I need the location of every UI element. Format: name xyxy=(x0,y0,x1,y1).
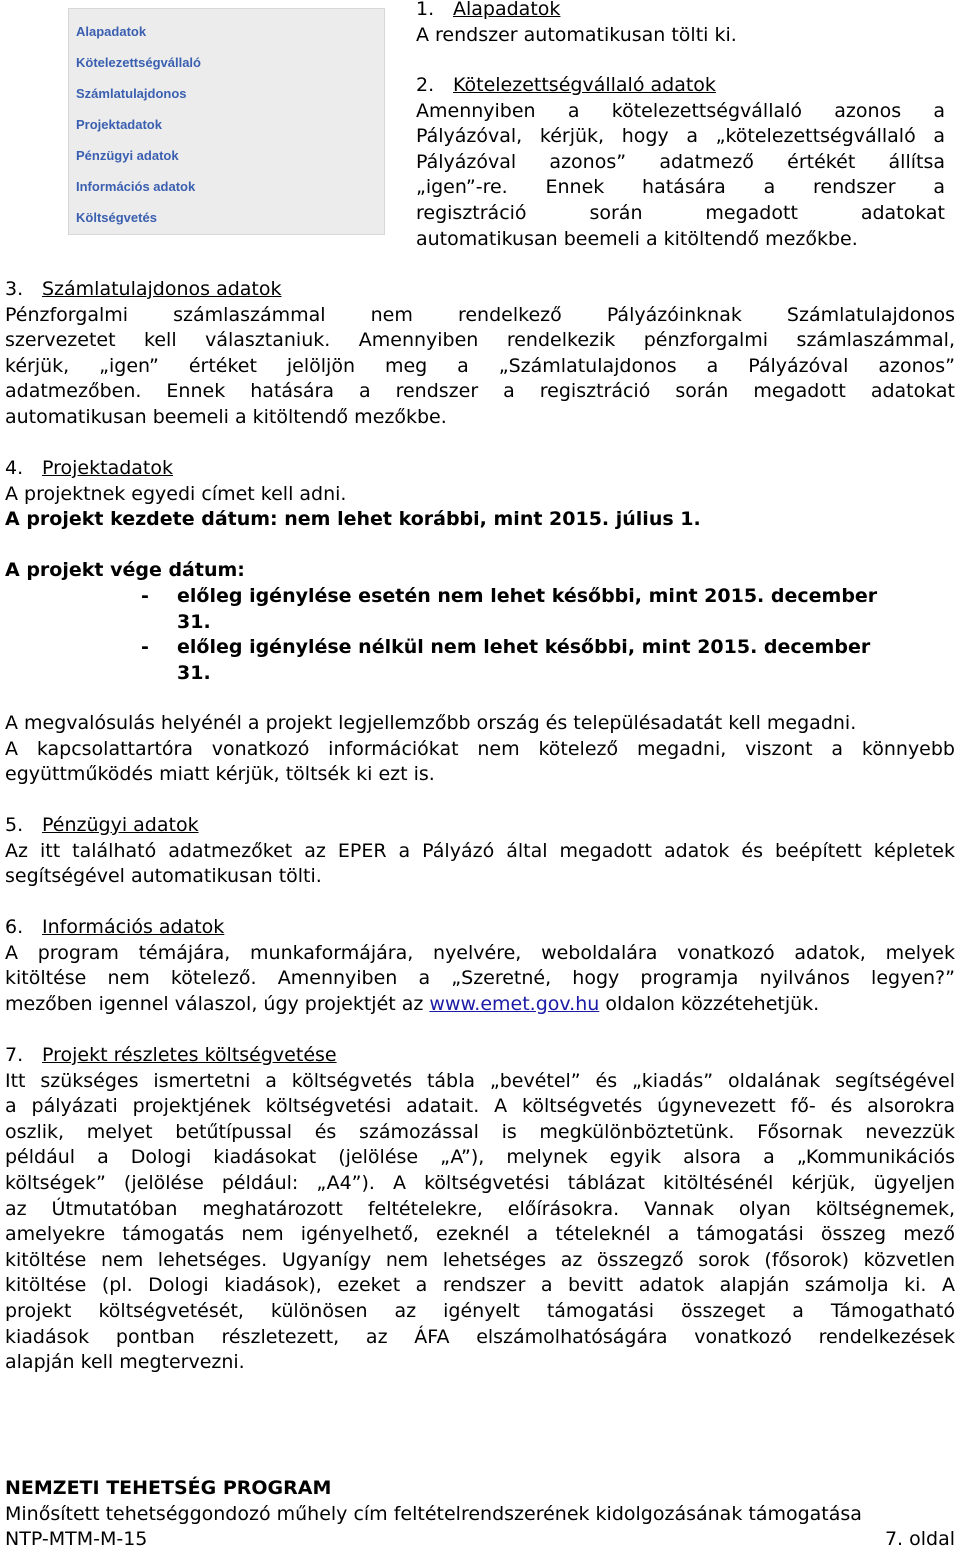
section-4-paragraph xyxy=(5,711,955,788)
paragraph-line: adatmezőben. Ennek hatására a rendszer a regisztráció során megadott adatokat xyxy=(5,380,955,403)
paragraph-line: az Útmutatóban meghatározott feltételekre, előírásokra. Vannak olyan költségnemek, xyxy=(5,1197,955,1220)
paragraph-line: amelyekre támogatás nem igényelhető, ezeknél a tételeknél a támogatási összeg mező xyxy=(5,1223,955,1246)
section-1 xyxy=(416,0,946,48)
section-number: 4. xyxy=(5,457,24,479)
section-3-heading xyxy=(5,277,955,303)
paragraph-line: alapján kell megtervezni. xyxy=(5,1351,245,1374)
section-title: Számlatulajdonos adatok xyxy=(42,278,282,300)
paragraph-line: kitöltése nem lehetséges. Ugyanígy nem lehetséges az összegző sorok (fősorok) közvetlen xyxy=(5,1248,955,1271)
nav-item-alapadatok: Alapadatok xyxy=(76,24,147,39)
page-number: 7. oldal xyxy=(884,1528,955,1551)
section-number: 7. xyxy=(5,1044,24,1066)
text-fragment: oldalon közzétehetjük. xyxy=(599,992,820,1015)
section-5-heading xyxy=(5,813,955,839)
section-1-heading xyxy=(416,0,946,23)
form-navigation-panel xyxy=(68,8,385,235)
bullet-dash: - xyxy=(141,585,149,607)
section-3 xyxy=(5,277,955,431)
section-title: Kötelezettségvállaló adatok xyxy=(453,74,716,96)
footer-bottom-row xyxy=(5,1527,955,1553)
paragraph-line: Itt szükséges ismertetni a költségvetés tábla „bevétel” és „kiadás” oldalának segítségével xyxy=(5,1069,955,1092)
section-5 xyxy=(5,813,955,890)
bullet-line: 31. xyxy=(177,661,211,684)
bullet-text xyxy=(177,584,957,635)
section-title: Projekt részletes költségvetése xyxy=(42,1044,337,1066)
paragraph-line: kérjük, „igen” értéket jelöljön meg a „Számlatulajdonos a Pályázóval azonos” xyxy=(5,354,955,377)
nav-item-kotelezettsegvallalo: Kötelezettségvállaló xyxy=(76,55,201,70)
nav-item-projektadatok: Projektadatok xyxy=(76,117,162,132)
paragraph-line: Pénzforgalmi számlaszámmal nem rendelkező Pályázóinknak Számlatulajdonos xyxy=(5,303,955,326)
footer-subtitle: Minősített tehetséggondozó műhely cím feltételrendszerének kidolgozásának támogatása xyxy=(5,1502,862,1525)
footer-program-name: NEMZETI TEHETSÉG PROGRAM xyxy=(5,1477,332,1499)
bullet-line: 31. xyxy=(177,610,211,633)
section-title: Projektadatok xyxy=(42,457,173,479)
section-number: 3. xyxy=(5,278,24,300)
section-number: 1. xyxy=(416,0,435,20)
paragraph-line: A program témájára, munkaformájára, nyelvére, weboldalára vonatkozó adatok, melyek xyxy=(5,941,955,964)
section-4-heading xyxy=(5,456,955,482)
paragraph-line: szervezetet kell választaniuk. Amennyiben rendelkezik pénzforgalmi számlaszámmal, xyxy=(5,329,955,352)
section-7-heading xyxy=(5,1043,955,1069)
section-4 xyxy=(5,456,955,533)
text-fragment: mezőben igennel válaszol, úgy projektjét az xyxy=(5,992,430,1015)
paragraph-line: A megvalósulás helyénél a projekt legjellemzőbb ország és településadatát kell megadni. xyxy=(5,712,857,734)
paragraph-line: A kapcsolattartóra vonatkozó információkat nem kötelező megadni, viszont a könnyebb xyxy=(5,737,955,760)
nav-item-koltsegvetes: Költségvetés xyxy=(76,210,157,225)
bullet-line: előleg igénylése esetén nem lehet későbbi, mint 2015. december xyxy=(177,585,878,607)
bullet-line: előleg igénylése nélkül nem lehet későbbi, mint 2015. december xyxy=(177,636,871,658)
paragraph-line: kitöltése nem kötelező. Amennyiben a „Szeretné, hogy programja nyilvános legyen?” xyxy=(5,967,955,990)
paragraph-line: oszlik, melyet betűtípussal és számozással is megkülönböztetünk. Fősornak nevezzük xyxy=(5,1120,955,1143)
nav-item-informacios-adatok: Információs adatok xyxy=(76,179,196,194)
section-2 xyxy=(416,73,945,252)
section-number: 2. xyxy=(416,74,435,96)
section-1-text: A rendszer automatikusan tölti ki. xyxy=(416,23,737,46)
paragraph-line: automatikusan beemeli a kitöltendő mezőkbe. xyxy=(5,405,447,428)
paragraph-line: Amennyiben a kötelezettségvállaló azonos a xyxy=(416,99,945,122)
paragraph-line: A projektnek egyedi címet kell adni. xyxy=(5,482,347,505)
paragraph-line: „igen”-re. Ennek hatására a rendszer a xyxy=(416,176,945,199)
bullet-dash: - xyxy=(141,636,149,658)
bullet-text xyxy=(177,635,957,686)
project-start-date-rule: A projekt kezdete dátum: nem lehet korábbi, mint 2015. július 1. xyxy=(5,508,701,531)
paragraph-line: segítségével automatikusan tölti. xyxy=(5,865,322,888)
end-date-bullet xyxy=(0,584,960,636)
paragraph-line: projekt költségvetését, különösen az igényelt támogatási összeget a Támogatható xyxy=(5,1299,955,1322)
paragraph-line: kitöltése (pl. Dologi kiadások), ezeket a rendszer a bevitt adatok alapján számolja ki. A xyxy=(5,1274,955,1297)
paragraph-line: Pályázóval, kérjük, hogy a „kötelezettségvállaló a xyxy=(416,125,945,148)
footer-code: NTP-MTM-M-15 xyxy=(5,1528,148,1551)
nav-list xyxy=(69,21,384,238)
paragraph-line: például a Dologi kiadásokat (jelölése „A”), melynek egyik alsora a „Kommunikációs xyxy=(5,1146,955,1169)
page-footer xyxy=(5,1476,955,1553)
nav-item-szamlatulajdonos: Számlatulajdonos xyxy=(76,86,187,101)
section-7 xyxy=(5,1043,955,1376)
section-6-heading xyxy=(5,915,955,941)
section-number: 6. xyxy=(5,916,24,938)
nav-item-penzugyi-adatok: Pénzügyi adatok xyxy=(76,148,179,163)
paragraph-line: a pályázati projektjének költségvetési adatait. A költségvetés úgynevezett fő- és alsorokra xyxy=(5,1095,955,1118)
paragraph-line: kiadások pontban részletezett, az ÁFA elszámolhatóságára vonatkozó rendelkezések xyxy=(5,1325,955,1348)
section-title: Információs adatok xyxy=(42,916,225,938)
paragraph-line: költségek” (jelölése például: „A4”). A költségvetési táblázat kitöltésénél kérjük, ügyeljen xyxy=(5,1171,955,1194)
paragraph-line: automatikusan beemeli a kitöltendő mezőkbe. xyxy=(416,227,858,250)
section-title: Pénzügyi adatok xyxy=(42,814,199,836)
end-date-bullet xyxy=(0,635,960,687)
project-end-date-heading: A projekt vége dátum: xyxy=(5,559,245,581)
section-title: Alapadatok xyxy=(453,0,561,20)
paragraph-line xyxy=(5,992,955,1018)
paragraph-line: regisztráció során megadott adatokat xyxy=(416,201,945,224)
section-2-heading xyxy=(416,73,945,99)
section-number: 5. xyxy=(5,814,24,836)
paragraph-line: Pályázóval azonos” adatmező értékét állítsa xyxy=(416,150,945,173)
section-6 xyxy=(5,915,955,1017)
emet-website-link[interactable]: www.emet.gov.hu xyxy=(429,992,600,1015)
paragraph-line: Az itt található adatmezőket az EPER a Pályázó által megadott adatok és beépített képletek xyxy=(5,839,955,862)
paragraph-line: együttműködés miatt kérjük, töltsék ki ezt is. xyxy=(5,763,435,786)
